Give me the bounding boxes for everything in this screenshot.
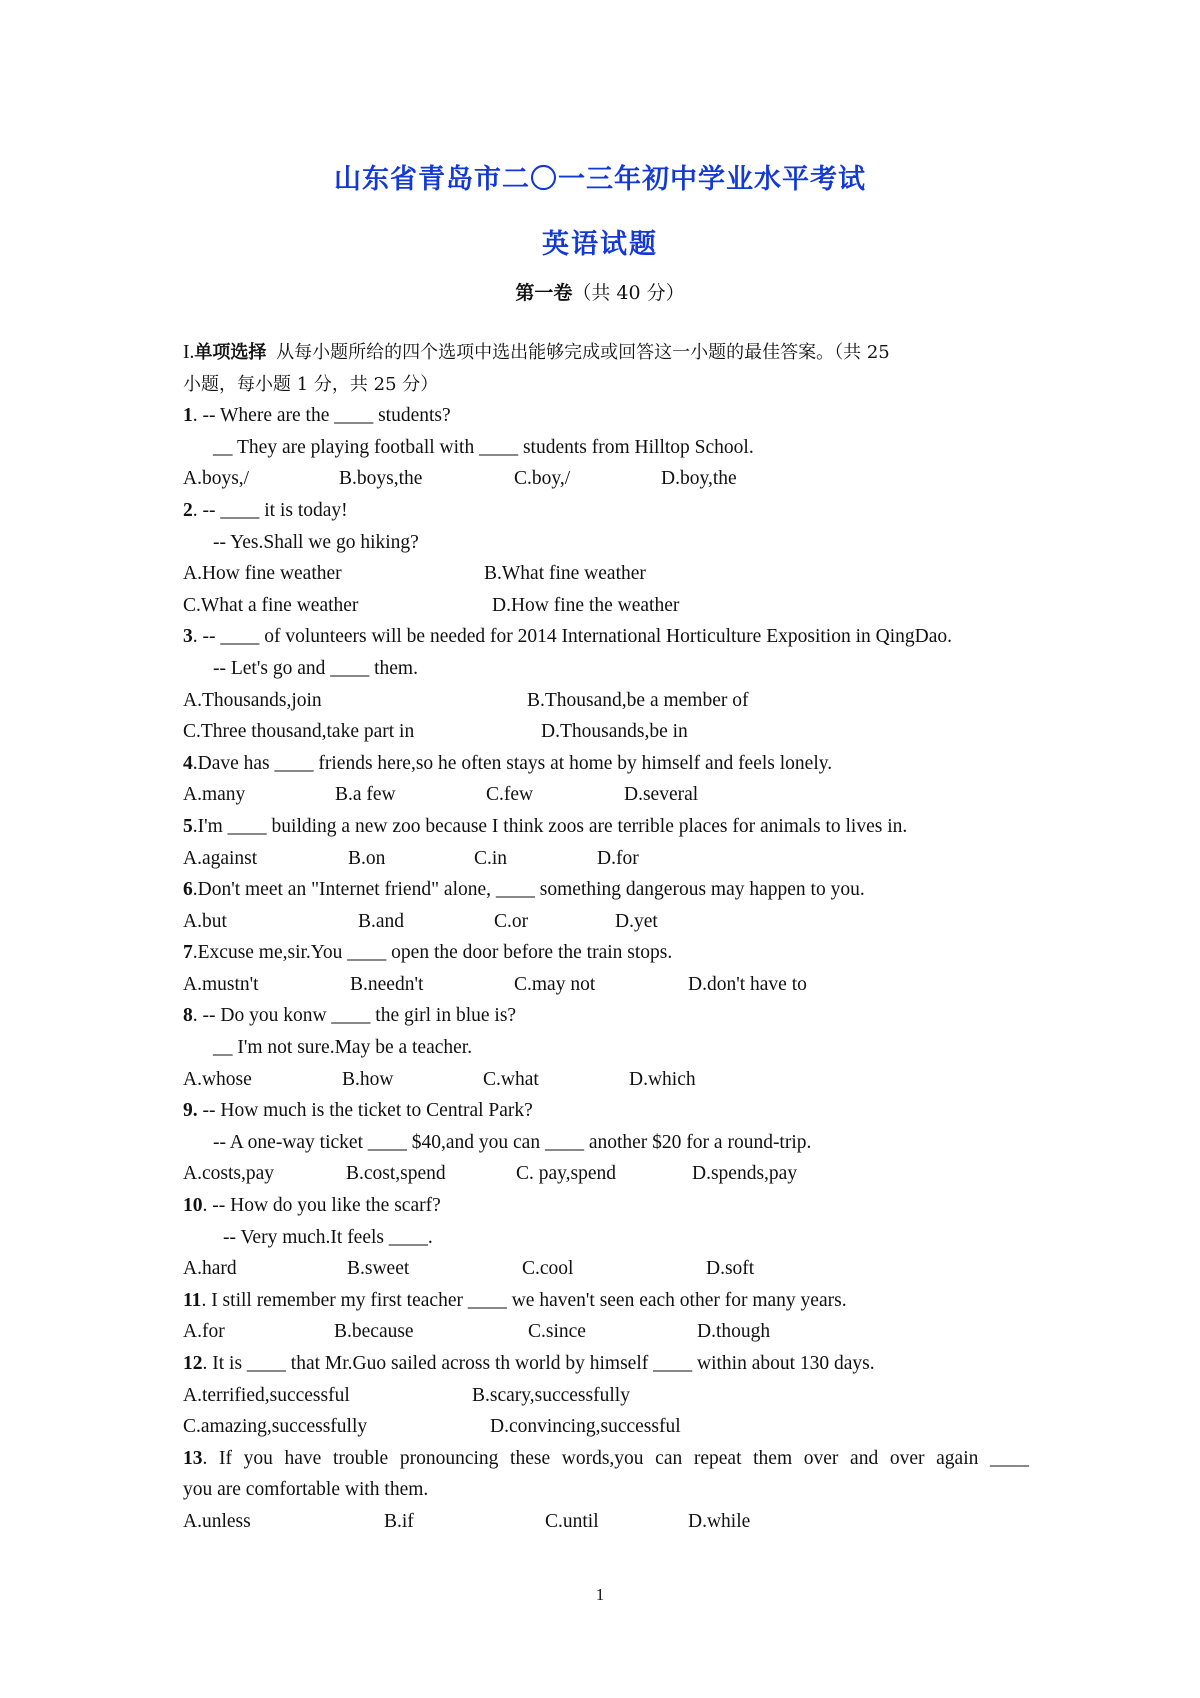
option-a[interactable]: A.whose <box>183 1068 252 1090</box>
volume-label: 第一卷 <box>515 282 573 304</box>
option-b[interactable]: B.a few <box>335 784 396 806</box>
question-text: .Dave has ____ friends here,so he often stays at home by himself and feels lonely. <box>192 752 833 774</box>
section-name: 单项选择 <box>194 342 267 363</box>
option-a[interactable]: A.unless <box>183 1510 251 1532</box>
question-10-line2: -- Very much.It feels ____. <box>223 1226 433 1248</box>
question-7 <box>183 937 1029 969</box>
option-d[interactable]: D.yet <box>615 910 658 932</box>
question-9 <box>183 1095 1029 1127</box>
question-text: . -- ____ it is today! <box>192 499 348 521</box>
volume-heading <box>0 278 1200 305</box>
question-text: . -- ____ of volunteers will be needed for 2014 International Horticulture Exposition in QingDao. <box>192 626 952 648</box>
question-1 <box>183 400 1029 432</box>
option-c[interactable]: C.in <box>474 847 508 869</box>
option-c[interactable]: C.few <box>486 784 534 806</box>
question-10 <box>183 1190 1029 1222</box>
option-c[interactable]: C.cool <box>522 1258 574 1280</box>
question-8 <box>183 1000 1029 1032</box>
option-a[interactable]: A.for <box>183 1321 225 1343</box>
option-a[interactable]: A.hard <box>183 1258 237 1280</box>
question-number: 13 <box>183 1447 203 1469</box>
question-text: .Excuse me,sir.You ____ open the door before the train stops. <box>192 942 673 964</box>
question-9-line2: -- A one-way ticket ____ $40,and you can ____ another $20 for a round-trip. <box>213 1131 812 1153</box>
question-13 <box>183 1443 1029 1475</box>
question-number: 2 <box>183 499 193 521</box>
option-d[interactable]: D.How fine the weather <box>492 594 680 616</box>
option-b[interactable]: B.how <box>342 1068 394 1090</box>
question-text: . -- Do you konw ____ the girl in blue is? <box>192 1005 517 1027</box>
question-7-options <box>183 969 1029 1001</box>
question-5-options <box>183 843 1029 875</box>
question-1-options <box>183 463 1029 495</box>
section-instructions-cont: 小题，每小题 1 分，共 25 分） <box>183 373 439 395</box>
question-2-options-ab <box>183 558 1029 590</box>
question-number: 10 <box>183 1195 203 1217</box>
question-text: . -- Where are the ____ students? <box>192 405 451 427</box>
exam-title: 山东省青岛市二〇一三年初中学业水平考试 <box>334 164 866 195</box>
option-d[interactable]: D.several <box>624 784 699 806</box>
question-3-line2: -- Let's go and ____ them. <box>213 657 418 679</box>
question-12-options-ab <box>183 1380 1029 1412</box>
question-number: 5 <box>183 815 193 837</box>
option-c[interactable]: C.boy,/ <box>514 468 571 490</box>
question-number: 8 <box>183 1005 193 1027</box>
question-number: 6 <box>183 879 193 901</box>
volume-score: （共 40 分） <box>572 282 685 304</box>
question-text: . I still remember my first teacher ____ we haven't seen each other for many years. <box>201 1289 847 1311</box>
question-10-options <box>183 1253 1029 1285</box>
question-4-options <box>183 779 1029 811</box>
page-number: 1 <box>595 1585 605 1604</box>
question-section <box>183 337 1029 1538</box>
option-d[interactable]: D.though <box>697 1321 771 1343</box>
option-c[interactable]: C.amazing,successfully <box>183 1416 368 1438</box>
option-b[interactable]: B.sweet <box>347 1258 410 1280</box>
question-13-line2: you are comfortable with them. <box>183 1479 429 1501</box>
question-3-options-cd <box>183 716 1029 748</box>
question-text: -- How much is the ticket to Central Park? <box>197 1100 533 1122</box>
option-b[interactable]: B.boys,the <box>339 468 423 490</box>
option-b[interactable]: B.Thousand,be a member of <box>527 689 749 711</box>
question-1-line2: __ They are playing football with ____ students from Hilltop School. <box>213 436 754 458</box>
option-a[interactable]: A.against <box>183 847 258 869</box>
option-d[interactable]: D.for <box>597 847 639 869</box>
section-label: I. <box>183 342 195 363</box>
question-11 <box>183 1285 1029 1317</box>
question-number: 7 <box>183 942 193 964</box>
option-b[interactable]: B.scary,successfully <box>472 1384 630 1406</box>
question-text: .Don't meet an "Internet friend" alone, ____ something dangerous may happen to you. <box>192 879 865 901</box>
option-b[interactable]: B.if <box>384 1510 414 1532</box>
option-c[interactable]: C.What a fine weather <box>183 594 359 616</box>
option-d[interactable]: D.which <box>629 1068 696 1090</box>
question-12 <box>183 1348 1029 1380</box>
option-b[interactable]: B.and <box>358 910 405 932</box>
question-2-options-cd <box>183 590 1029 622</box>
question-13-options <box>183 1506 1029 1538</box>
option-d[interactable]: D.spends,pay <box>692 1163 798 1185</box>
question-3-options-ab <box>183 685 1029 717</box>
option-b[interactable]: B.cost,spend <box>346 1163 446 1185</box>
subject-title: 英语试题 <box>542 229 658 260</box>
question-text: .I'm ____ building a new zoo because I think zoos are terrible places for animals to lives in. <box>192 815 908 837</box>
question-9-options <box>183 1158 1029 1190</box>
option-d[interactable]: D.convincing,successful <box>490 1416 681 1438</box>
question-8-options <box>183 1064 1029 1096</box>
question-3 <box>183 621 1029 653</box>
question-number: 1 <box>183 405 193 427</box>
option-c[interactable]: C.may not <box>514 973 596 995</box>
option-a[interactable]: A.boys,/ <box>183 468 250 490</box>
question-number: 11 <box>183 1289 202 1311</box>
option-b[interactable]: B.on <box>348 847 386 869</box>
option-a[interactable]: A.Thousands,join <box>183 689 322 711</box>
option-c[interactable]: C.what <box>483 1068 539 1090</box>
question-number: 4 <box>183 752 193 774</box>
section-instructions: 从每小题所给的四个选项中选出能够完成或回答这一小题的最佳答案。（共 25 <box>276 342 890 363</box>
option-b[interactable]: B.needn't <box>350 973 424 995</box>
question-6 <box>183 874 1029 906</box>
question-text: . It is ____ that Mr.Guo sailed across th world by himself ____ within about 130 days. <box>202 1353 875 1374</box>
option-b[interactable]: B.What fine weather <box>484 563 646 585</box>
question-number: 9. <box>183 1100 198 1122</box>
option-c[interactable]: C.Three thousand,take part in <box>183 721 415 743</box>
section-heading <box>183 337 1029 369</box>
question-6-options <box>183 906 1029 938</box>
question-8-line2: __ I'm not sure.May be a teacher. <box>213 1037 473 1059</box>
question-number: 3 <box>183 626 193 648</box>
option-d[interactable]: D.boy,the <box>661 468 737 490</box>
question-11-options <box>183 1316 1029 1348</box>
question-2 <box>183 495 1029 527</box>
option-a[interactable]: A.but <box>183 910 227 932</box>
question-5 <box>183 811 1029 843</box>
option-c[interactable]: C. pay,spend <box>516 1163 617 1185</box>
question-12-options-cd <box>183 1411 1029 1443</box>
option-c[interactable]: C.or <box>494 910 529 932</box>
question-4 <box>183 748 1029 780</box>
option-d[interactable]: D.soft <box>706 1258 755 1280</box>
option-d[interactable]: D.don't have to <box>688 973 807 995</box>
option-d[interactable]: D.Thousands,be in <box>541 721 688 743</box>
option-a[interactable]: A.many <box>183 784 246 806</box>
question-2-line2: -- Yes.Shall we go hiking? <box>213 531 419 553</box>
question-number: 12 <box>183 1353 203 1374</box>
option-b[interactable]: B.because <box>334 1321 414 1343</box>
option-c[interactable]: C.since <box>528 1321 586 1343</box>
question-text: . -- How do you like the scarf? <box>202 1195 441 1217</box>
option-c[interactable]: C.until <box>545 1510 599 1532</box>
option-a[interactable]: A.How fine weather <box>183 563 342 585</box>
question-text: . If you have trouble pronouncing these words,you can repeat them over and over again ____ <box>202 1447 1029 1469</box>
option-a[interactable]: A.terrified,successful <box>183 1384 350 1406</box>
option-d[interactable]: D.while <box>688 1510 751 1532</box>
option-a[interactable]: A.costs,pay <box>183 1163 274 1185</box>
option-a[interactable]: A.mustn't <box>183 973 259 995</box>
